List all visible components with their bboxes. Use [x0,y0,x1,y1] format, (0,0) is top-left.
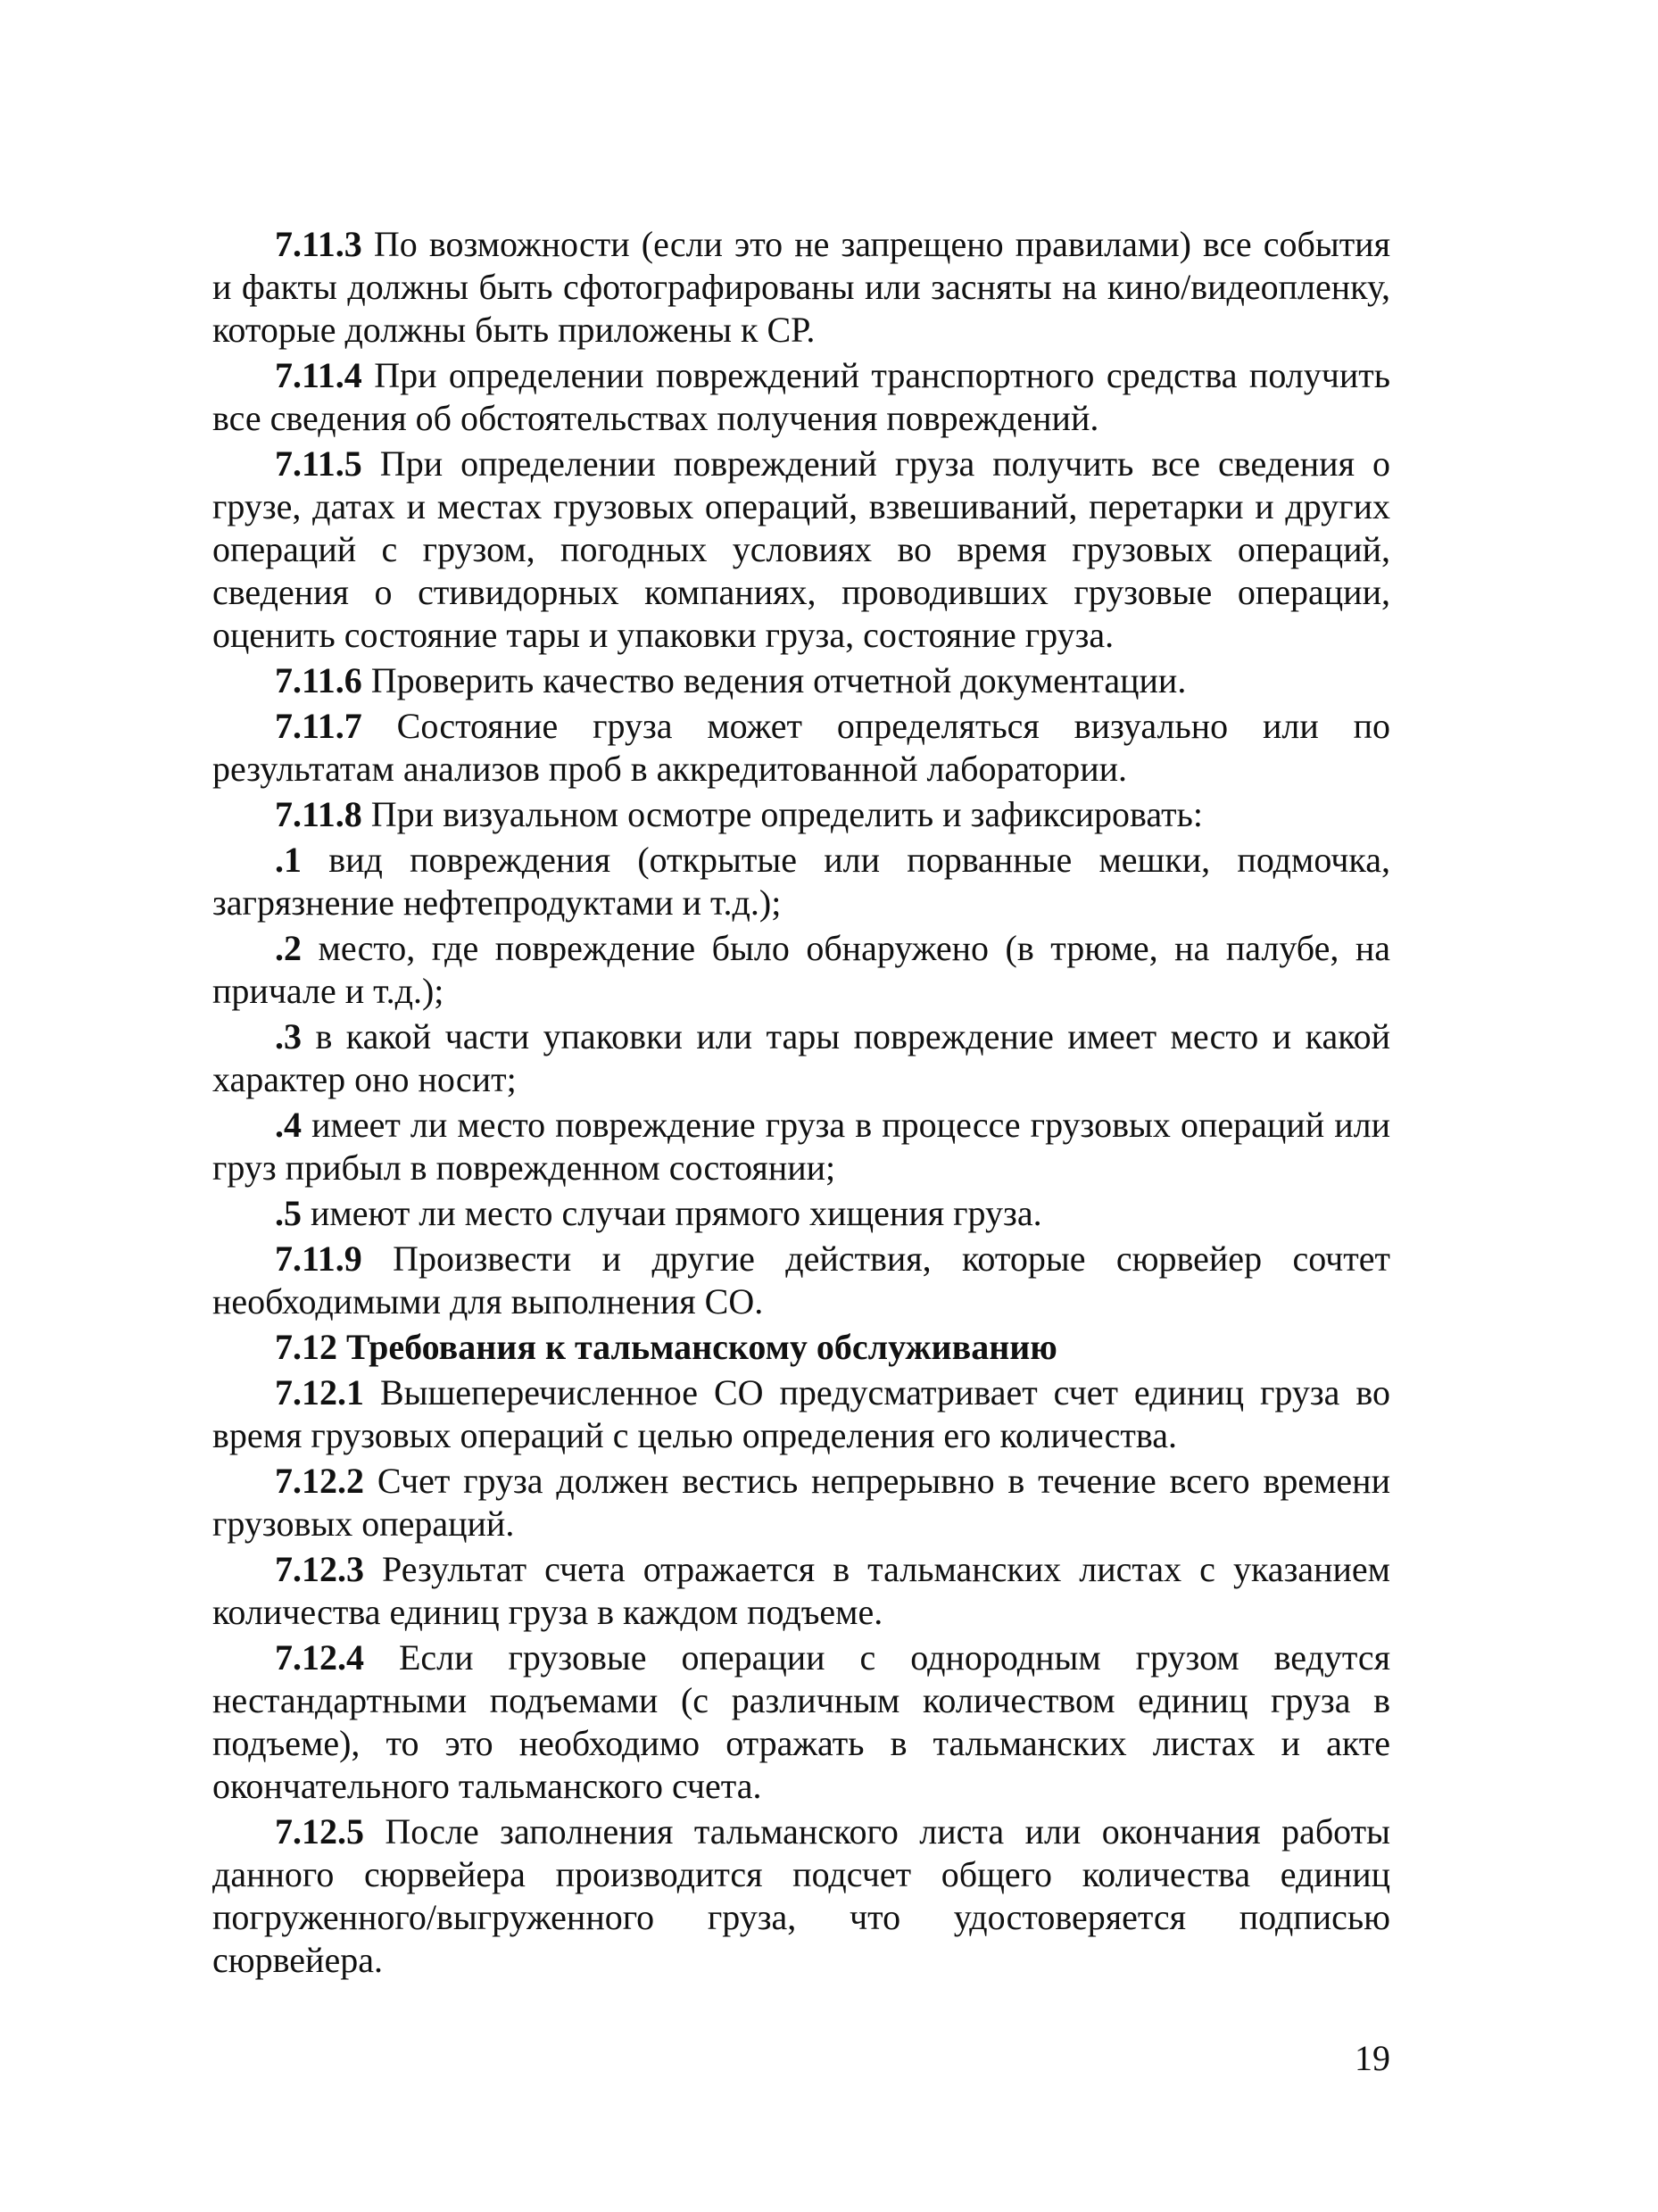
paragraph-number: 7.11.8 [275,794,362,834]
paragraph-text: Результат счета отражается в тальманских листах с указанием количества единиц груза в каждом подъеме. [212,1549,1390,1632]
paragraph-7-11-4 [212,354,1390,440]
list-item-3 [212,1015,1390,1101]
paragraph-7-12-1 [212,1371,1390,1457]
paragraph-text: При определении повреждений транспортного средства получить все сведения об обстоятельствах получения повреждений. [212,355,1390,438]
paragraph-number: 7.12.1 [275,1372,364,1413]
section-heading: 7.12 Требования к тальманскому обслуживанию [275,1327,1057,1367]
paragraph-text: При визуальном осмотре определить и зафиксировать: [361,794,1203,834]
list-item-2 [212,927,1390,1013]
paragraph-7-11-8 [212,793,1390,836]
paragraph-number: 7.12.2 [275,1461,364,1501]
paragraph-number: 7.11.4 [275,355,362,395]
paragraph-7-12-4 [212,1636,1390,1808]
page-body [212,223,1390,1984]
paragraph-number: 7.11.9 [275,1239,362,1279]
list-item-text: в какой части упаковки или тары повреждение имеет место и какой характер оно носит; [212,1016,1390,1099]
list-item-text: имеют ли место случаи прямого хищения груза. [302,1193,1042,1233]
list-item-5 [212,1192,1390,1235]
list-item-number: .5 [275,1193,302,1233]
paragraph-7-11-9 [212,1238,1390,1323]
paragraph-text: Произвести и другие действия, которые сюрвейер сочтет необходимыми для выполнения СО. [212,1239,1390,1321]
paragraph-number: 7.11.6 [275,660,362,700]
paragraph-7-12-2 [212,1460,1390,1545]
paragraph-number: 7.12.4 [275,1637,364,1678]
paragraph-text: Если грузовые операции с однородным грузом ведутся нестандартными подъемами (с различным количеством единиц груза в подъеме), то это необходимо отражать в тальманских листах и акте окончательного тальманского счета. [212,1637,1390,1806]
paragraph-number: 7.12.5 [275,1811,364,1852]
paragraph-7-11-6 [212,659,1390,702]
paragraph-number: 7.12.3 [275,1549,364,1589]
page-number: 19 [1355,2038,1390,2078]
paragraph-7-11-3 [212,223,1390,352]
paragraph-text: Состояние груза может определяться визуально или по результатам анализов проб в аккредитованной лаборатории. [212,706,1390,789]
list-item-number: .4 [275,1105,302,1145]
paragraph-number: 7.11.7 [275,706,362,746]
paragraph-7-12-3 [212,1548,1390,1634]
list-item-number: .3 [275,1016,302,1056]
paragraph-text: После заполнения тальманского листа или окончания работы данного сюрвейера производится подсчет общего количества единиц погруженного/выгруженного груза, что удостоверяется подписью сюрвейера. [212,1811,1390,1980]
paragraph-7-11-7 [212,705,1390,791]
paragraph-7-11-5 [212,443,1390,657]
paragraph-text: Вышеперечисленное СО предусматривает счет единиц груза во время грузовых операций с целью определения его количества. [212,1372,1390,1455]
paragraph-7-12-5 [212,1810,1390,1982]
paragraph-text: При определении повреждений груза получить все сведения о грузе, датах и местах грузовых операций, взвешиваний, перетарки и других операций с грузом, погодных условиях во время грузовых операций, сведения о стивидорных компаниях, проводивших грузовые операции, оценить состояние тары и упаковки груза, состояние груза. [212,443,1390,655]
paragraph-text: Проверить качество ведения отчетной документации. [361,660,1187,700]
list-item-4 [212,1104,1390,1189]
list-item-number: .1 [275,840,302,880]
paragraph-text: Счет груза должен вестись непрерывно в течение всего времени грузовых операций. [212,1461,1390,1544]
paragraph-number: 7.11.3 [275,224,362,264]
list-item-number: .2 [275,928,302,968]
list-item-text: вид повреждения (открытые или порванные мешки, подмочка, загрязнение нефтепродуктами и т.д.); [212,840,1390,923]
paragraph-number: 7.11.5 [275,443,362,484]
list-item-text: имеет ли место повреждение груза в процессе грузовых операций или груз прибыл в поврежденном состоянии; [212,1105,1390,1188]
list-item-text: место, где повреждение было обнаружено (в трюме, на палубе, на причале и т.д.); [212,928,1390,1011]
paragraph-text: По возможности (если это не запрещено правилами) все события и факты должны быть сфотографированы или засняты на кино/видеопленку, которые должны быть приложены к СР. [212,224,1390,350]
list-item-1 [212,839,1390,924]
